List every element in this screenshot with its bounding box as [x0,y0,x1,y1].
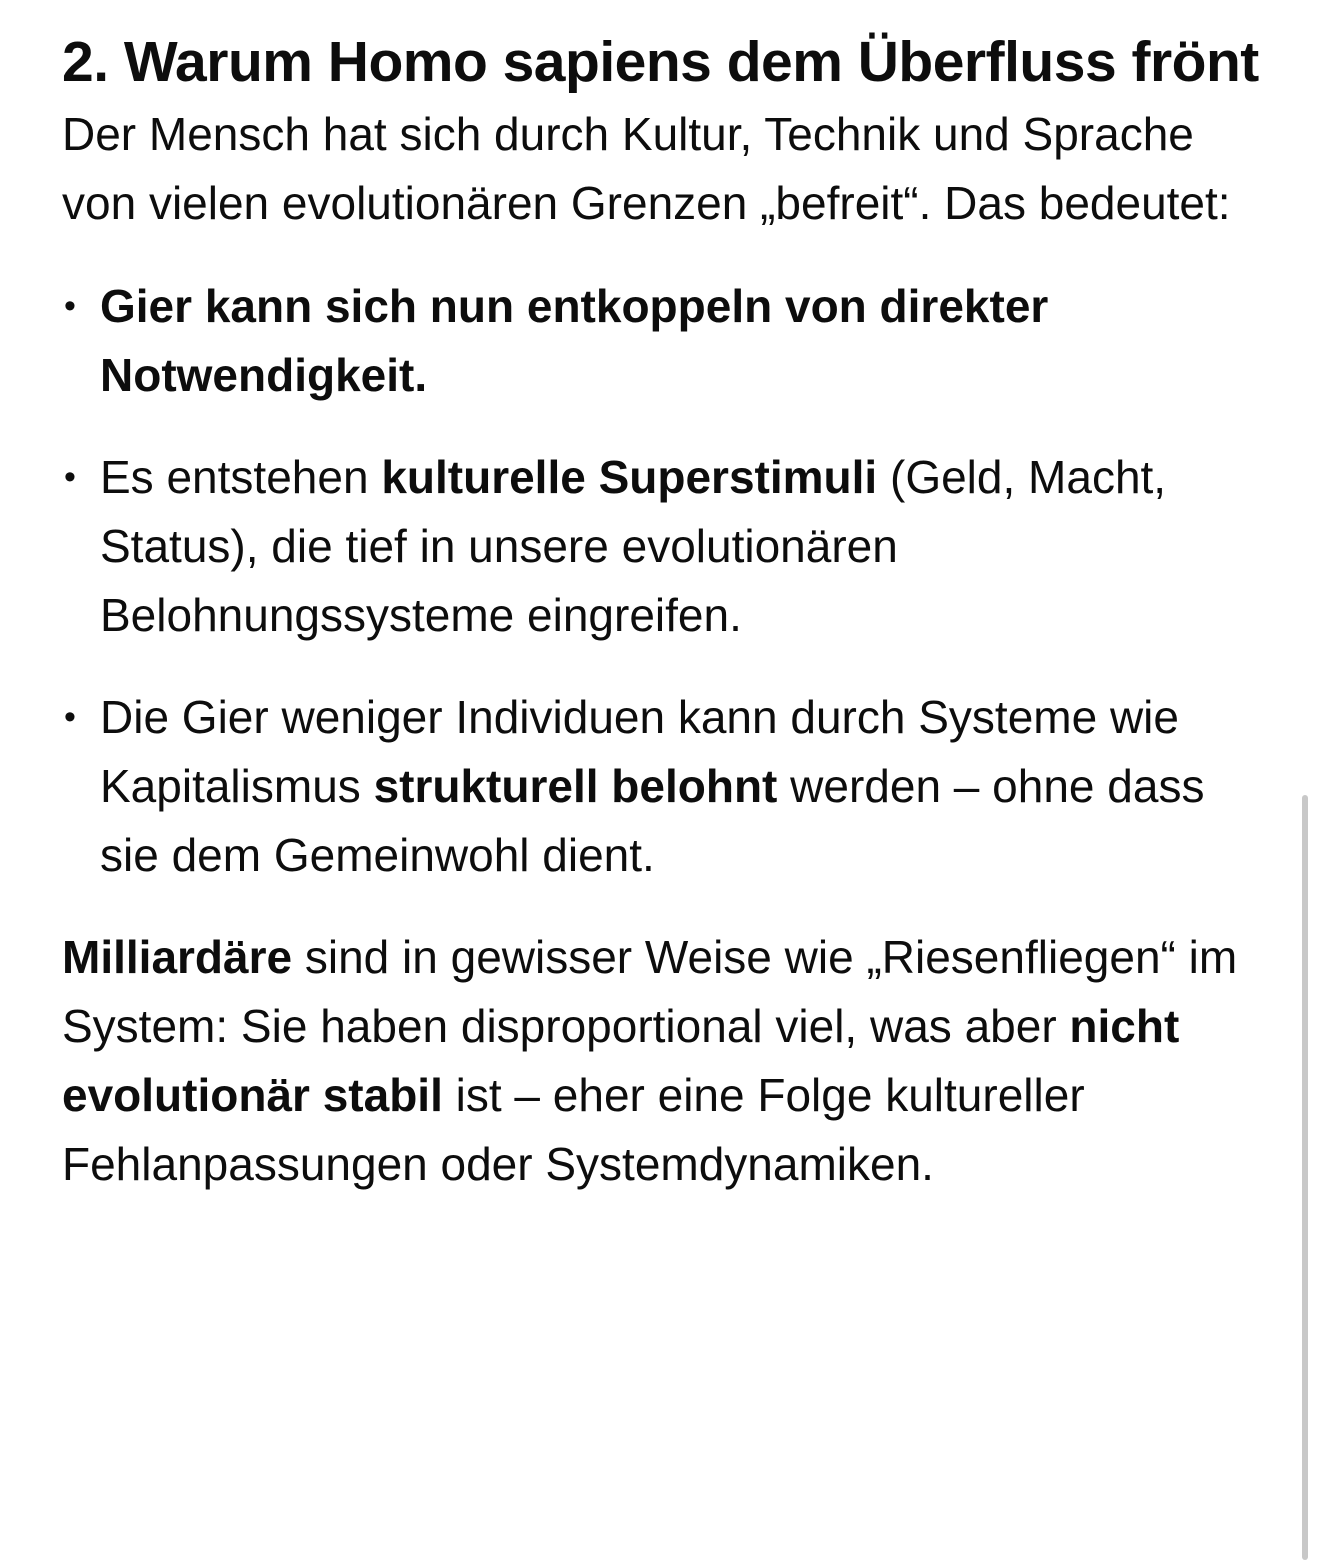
list-item [62,683,1262,890]
outro-text: sind in gewisser Weise wie „Riesenfliegen“ im System: Sie haben disproportional viel, was aber [62,931,1238,1052]
article-content [62,0,1262,1199]
bullet-list [62,272,1262,890]
bullet-text: werden – ohne dass sie dem Gemeinwohl dient. [100,760,1205,881]
bullet-icon: • [64,287,76,325]
bullet-bold-text: Gier kann sich nun entkoppeln von direkter Notwendigkeit. [100,280,1049,401]
bullet-bold-text: strukturell belohnt [373,760,778,812]
bullet-bold-text: kulturelle Superstimuli [381,451,878,503]
list-item [62,272,1262,410]
intro-paragraph: Der Mensch hat sich durch Kultur, Technik und Sprache von vielen evolutionären Grenzen „befreit“. Das bedeutet: [62,108,1231,229]
list-item [62,443,1262,650]
bullet-text: (Geld, Macht, Status), die tief in unsere evolutionären Belohnungssysteme eingreifen. [100,451,1167,641]
outro-bold-text: nicht evolutionär stabil [62,1000,1180,1121]
outro-paragraph [62,923,1262,1199]
bullet-text: Die Gier weniger Individuen kann durch Systeme wie Kapitalismus [100,691,1179,812]
section-heading: 2. Warum Homo sapiens dem Überfluss frönt [62,30,1259,94]
bullet-icon: • [64,458,76,496]
vertical-scrollbar[interactable] [1302,795,1308,1560]
outro-text: ist – eher eine Folge kultureller Fehlanpassungen oder Systemdynamiken. [62,1069,1085,1190]
bullet-text: Es entstehen [100,451,382,503]
bullet-icon: • [64,698,76,736]
outro-bold-text: Milliardäre [62,931,293,983]
